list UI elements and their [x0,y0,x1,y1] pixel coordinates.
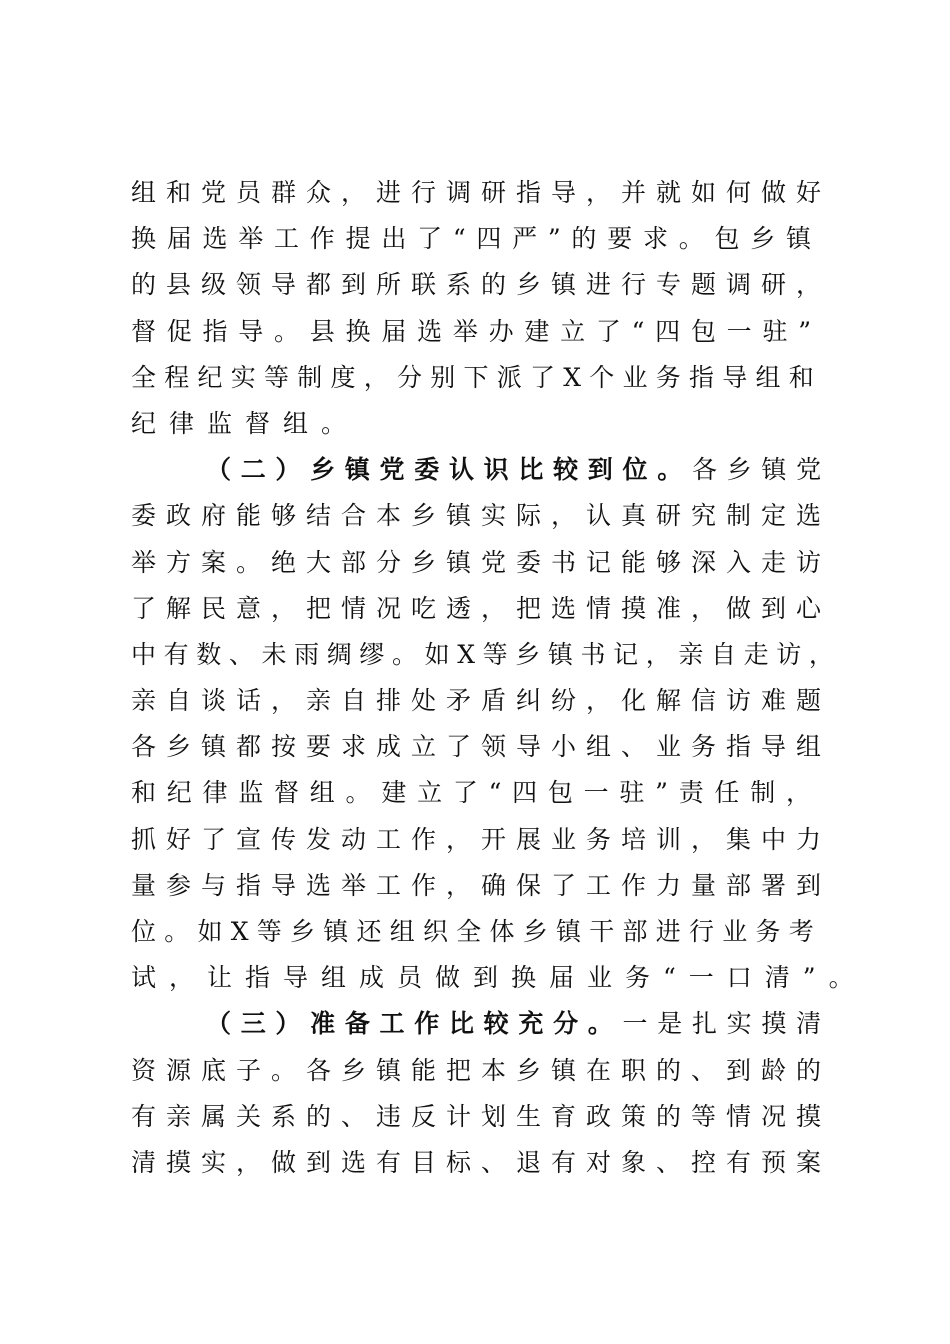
paragraph-line: 全程纪实等制度，分别下派了X个业务指导组和 [131,362,823,392]
paragraph-line: 试，让指导组成员做到换届业务“一口清”。 [131,963,867,993]
paragraph-line: 纪律监督组。 [131,408,360,438]
paragraph-line: 换届选举工作提出了“四严”的要求。包乡镇 [131,224,821,254]
paragraph-line: 举方案。绝大部分乡镇党委书记能够深入走访 [131,547,832,577]
paragraph-line: 量参与指导选举工作，确保了工作力量部署到 [131,870,832,900]
paragraph-line: 有亲属关系的、违反计划生育政策的等情况摸 [131,1101,832,1131]
section-heading-line: （三）准备工作比较充分。一是扎实摸清 [206,1009,831,1039]
paragraph-line: 的县级领导都到所联系的乡镇进行专题调研， [131,270,832,300]
paragraph-line: 了解民意，把情况吃透，把选情摸准，做到心 [131,593,832,623]
paragraph-line: 资源底子。各乡镇能把本乡镇在职的、到龄的 [131,1055,832,1085]
paragraph-line: 中有数、未雨绸缪。如X等乡镇书记，亲自走访， [131,639,842,669]
paragraph-line: 和纪律监督组。建立了“四包一驻”责任制， [131,778,821,808]
section-heading: （二）乡镇党委认识比较到位。 [206,455,692,485]
paragraph-line: 督促指导。县换届选举办建立了“四包一驻” [131,316,821,346]
paragraph-line: 委政府能够结合本乡镇实际，认真研究制定选 [131,501,832,531]
paragraph-line: 清摸实，做到选有目标、退有对象、控有预案 [131,1147,832,1177]
paragraph-line: 组和党员群众，进行调研指导，并就如何做好 [131,178,832,207]
section-heading-line: （二）乡镇党委认识比较到位。各乡镇党 [206,455,831,485]
section-heading: （三）准备工作比较充分。 [206,1009,623,1039]
paragraph-line: 位。如X等乡镇还组织全体乡镇干部进行业务考 [131,917,823,946]
paragraph-line: 抓好了宣传发动工作，开展业务培训，集中力 [131,824,832,854]
paragraph-line: 各乡镇都按要求成立了领导小组、业务指导组 [131,732,832,762]
body-text [131,170,867,1186]
paragraph-line: 亲自谈话，亲自排处矛盾纠纷，化解信访难题 [131,686,832,716]
